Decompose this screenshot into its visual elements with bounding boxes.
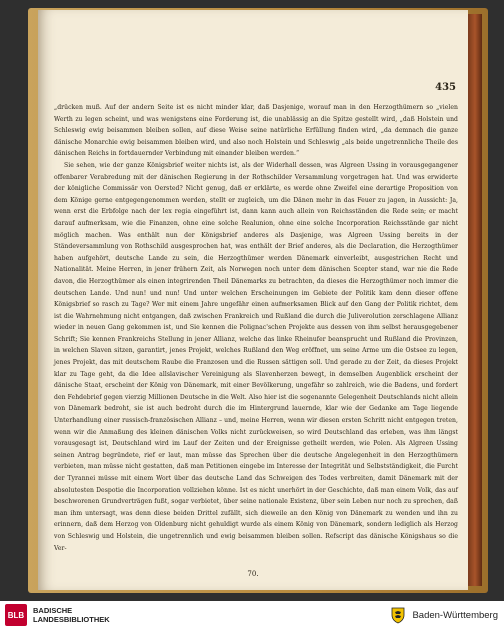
blb-name-line2: LANDESBIBLIOTHEK (33, 615, 110, 624)
blb-logo-icon: BLB (5, 604, 27, 626)
page-text (54, 102, 458, 554)
viewer-footer (0, 601, 504, 629)
blb-branding[interactable] (0, 604, 110, 626)
bw-branding[interactable] (389, 606, 504, 624)
signature-mark: 70. (247, 570, 259, 578)
blb-name (33, 606, 110, 624)
book-spine-edge (468, 14, 482, 586)
bw-coat-of-arms-icon (389, 606, 407, 624)
bw-name: Baden-Württemberg (412, 609, 498, 621)
page-number: 435 (435, 82, 456, 93)
paragraph-2: Sie sehen, wie der ganze Königsbrief weiter nichts ist, als der Widerhall dessen, was Algreen Ussing in vorausgegangener offenbarer Verabredung mit der dänischen Regierung in der Rothschilder Versammlung vorgetragen hat. Und was erwiderte der königliche Commissär von Oersted? Nicht genug, daß er erklärte, es werde ohne Zweifel eine derartige Proposition von dem Könige gerne entgegengenommen werden, stellt er zugleich, um die Dänen mehr in das Feuer zu jagen, in Aussicht: Ja, wenn erst die Erbfolge nach der lex regia eingeführt ist, dann kann auch allein von Reichsständen die Rede sein; er macht darauf aufmerksam, wie die Finanzen, ohne eine solche Realunion, ohne eine solche Incorporation Reichsstände gar nicht möglich machen. Was enthält nun der Königsbrief anderes als Dasjenige, was Algreen Ussing bereits in der Ständeversammlung von Rothschild ausgesprochen hat, was enthält der Brief anderes, als die Declaration, die Herzogthümer haben aufgehört, deutsche Lande zu sein, die Herzogthümer werden Dänemark einverleibt, ausgestrichen Recht und Nationalität. Meine Herren, in jener frühern Zeit, als Norwegen noch unter dem dänischen Scepter stand, war nie die Rede davon, die Herzogthümer als einen integrirenden Theil Dänemarks zu betrachten, da dieses die Herzogthümer noch immer die deutschen Lande. Und nun! und nun! Und unter welchen Erscheinungen im Gebiete der Politik kam denn dieser offene Königsbrief so rasch zu Tage? Wer mit einem Jahre ungefähr einen aufmerksamen Blick auf den Gang der Politik richtet, dem ist die Wahrnehmung nicht entgangen, daß zwischen Frankreich und Rußland die durch die Juliverolution zerschlagene Allianz wieder in neuen Gang gekommen ist, und Sie kennen die Polignac'schen Projekte aus dessen von ihm selbst herausgegebener Schrift; Sie kennen Frankreichs Stellung in jener Allianz, welche das linke Rheinufer beansprucht und Rußland die Provinzen, in welchen Slaven sitzen, garantirt, jenes Projekt, welches Rußland den Weg eröffnet, um seine Arme um die Ostsee zu legen, jenes Projekt, das mit deutschem Raube die Franzosen und die Russen sättigen soll. Und gerade zu der Zeit, da dieses Projekt klar zu Tage geht, da die Idee allslavischer Vereinigung als Slavenherzen bewegt, in demselben Augenblick erscheint der dänische Staat, erscheint der König von Dänemark, mit einer Bevölkerung, ungefähr so zahlreich, wie die Badens, und fordert den Fehdebrief gegen vierzig Millionen Deutsche in die Welt. Also hier ist die sogenannte Gelegenheit Deutschlands nicht allein von Dänemark bedroht, sie ist auch bedroht durch die im Hintergrund lauernde, klar wie der Gedanke am Tage liegende Unterhandlung einer russisch-französischen Allianz – und, meine Herren, wenn wir diesen ersten Schritt nicht entgegen treten, wenn wir die Anmaßung des kleinen dänischen Volks nicht zurückweisen, so wird Deutschland das erleben, was ihm längst vorausgesagt ist, Deutschland wird im Lauf der Zeiten und der Ereignisse getheilt werden, wie Polen. Als Algreen Ussing seinen Antrag begründete, rief er laut, man müsse das Sprechen über die deutsche Angelegenheit in den Herzogthümern verbieten, man müsse nicht gestatten, daß man Petitionen eingebe im Interesse der Integrität und Selbstständigkeit, die Furcht der Tyrannei müsse mit einem Wort über das deutsche Land das Schweigen des Todes verbreiten, damit Dänemark mit der absolutesten Despotie die Incorporation vollziehen könne. Ist es nicht unerhört in der Geschichte, daß man einem Volk, das auf beschworenen Grundverträgen fußt, sogar verbietet, über seine nationale Existenz, über sein Leben nur noch zu sprechen, daß man ihm untersagt, was denn diese beiden Drittel zufällt, sich dieweile an den König von Dänemark zu wenden und ihn zu erinnern, daß dem Herzog von Oldenburg nicht gehuldigt wurde als einem König von Dänemark, sondern lediglich als Herzog von Schleswig und Holstein, die ungetrennlich und ewig beisammen bleiben sollen. Refscript das dänische Königshaus so die Ver- (54, 161, 458, 552)
paragraph-1: „drücken muß. Auf der andern Seite ist es nicht minder klar, daß Dasjenige, worauf man in den Herzogthümern so „vielen Werth zu legen scheint, und was wenigstens eine Forderung ist, die unablässig an die Spitze gestellt wird, „daß Holstein und Schleswig ewig beisammen bleiben sollen, auf diese Weise seine natürliche Erfüllung finden wird, „da demnach die ganze dänische Monarchie ewig beisammen bleiben wird, und also noch Holstein und Schleswig „als beide ungetrennliche Theile des dänischen Reichs in fortdauernder Verbindung mit einander bleiben werden.“ (54, 104, 458, 158)
book-page (38, 10, 468, 590)
blb-name-line1: BADISCHE (33, 606, 73, 615)
